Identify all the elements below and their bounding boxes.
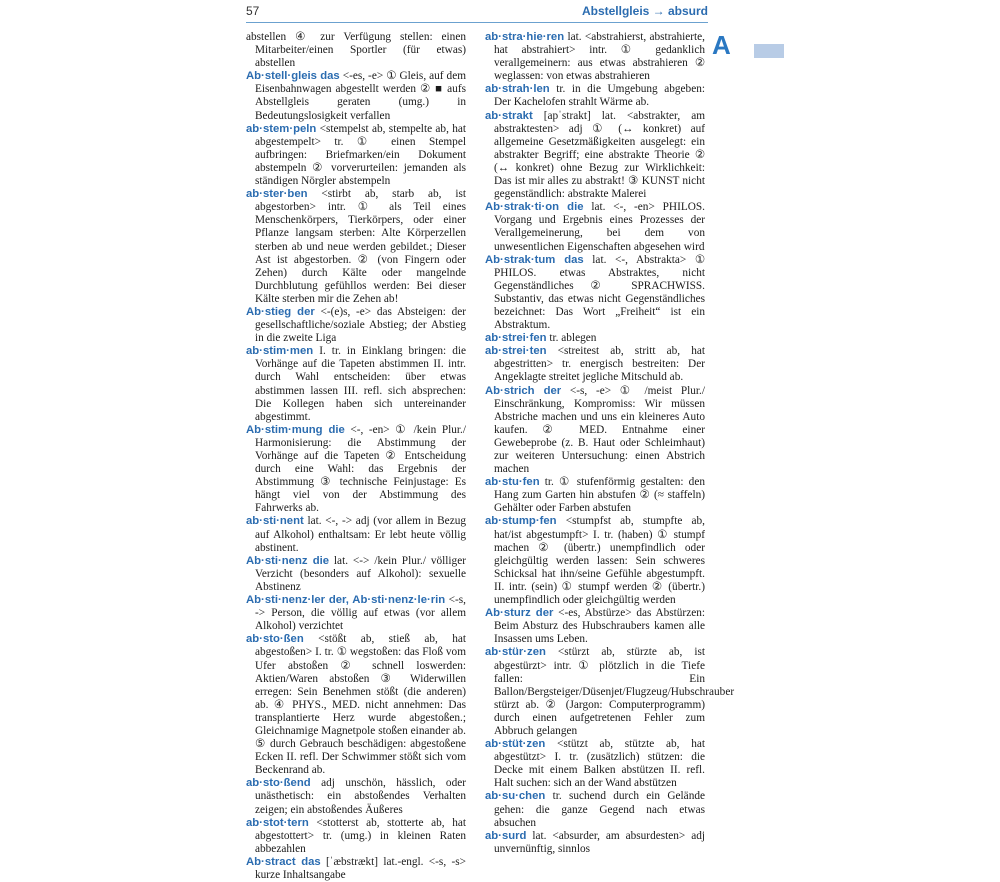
entry-body: <stumpfst ab, stumpfte ab, hat/ist abgestumpft> I. tr. (haben) ① stumpf machen ② (übertr.) unempfindlich oder gleichgültig werden lassen: Sein schweres Schicksal hat ihn/seine Gefühle abgestumpft. II. intr. (sein) ① stumpf werden ② (übertr.) unempfindlich oder gleichgültig werden xyxy=(494,515,705,607)
entry-body: <stürzt ab, stürzte ab, ist abgestürzt> intr. ① plötzlich in die Tiefe fallen: Ein Ballon/Bergsteiger/Düsenjet/Flugzeug/Hubschrauber stürzt ab. ② (Jargon: Computerprogramm) durch einen aufgetretenen Fehler zum Abbruch gelangen xyxy=(494,646,735,737)
headword: ab·stim·men xyxy=(246,345,314,358)
headword: Ab·stell·gleis das xyxy=(246,70,340,83)
header-rule xyxy=(246,22,708,23)
dictionary-entry xyxy=(246,306,466,345)
entry-body: lat. <-> /kein Plur./ völliger Verzicht (besonders auf Alkohol): sexuelle Abstinenz xyxy=(255,554,466,593)
headword: Ab·stim·mung die xyxy=(246,423,345,436)
headword: ab·stem·peln xyxy=(246,122,317,135)
headword: ab·stür·zen xyxy=(485,646,546,659)
entry-body: lat. <abstrahierst, abstrahierte, hat abstrahiert> intr. ① gedanklich verallgemeinern: aus etwas abstrahieren ② weglassen: von etwas abstrahieren xyxy=(494,31,706,83)
headword: ab·surd xyxy=(485,829,527,842)
letter-tab: A xyxy=(712,32,754,58)
entry-body: <stotterst ab, stotterte ab, hat abgestottert> tr. (umg.) in kleinen Raten abbezahlen xyxy=(255,816,467,855)
headword: Ab·strak·ti·on die xyxy=(485,201,584,214)
entry-body: <stirbt ab, starb ab, ist abgestorben> intr. ① als Teil eines Menschenkörpers, Tierkörpers, oder einer Pflanze langsam sterben: Alte Körperzellen sterben ab und neue werden gebildet.; Dieser Ast ist abgestorben. ② (von Fingern oder Zehen) durch Kälte oder mangelnde Durchblutung gefühllos werden: Bei dieser Kälte sterben mir die Zehen ab! xyxy=(255,188,466,305)
dictionary-entry xyxy=(485,332,705,345)
dictionary-entry xyxy=(485,646,735,738)
dictionary-entry xyxy=(485,345,705,384)
headword: ab·stump·fen xyxy=(485,515,557,528)
headword: ab·sti·nent xyxy=(246,515,304,528)
dictionary-entry xyxy=(485,738,705,790)
dictionary-entry xyxy=(485,31,705,83)
entry-body: tr. suchend durch ein Gelände gehen: die ganze Gegend nach etwas absuchen xyxy=(494,790,706,829)
headword: Ab·strak·tum das xyxy=(485,253,584,266)
right-column xyxy=(485,31,735,855)
dictionary-entry xyxy=(485,83,705,109)
dictionary-entry xyxy=(246,31,466,70)
headword: Ab·sti·nenz die xyxy=(246,554,330,567)
headword: ab·stu·fen xyxy=(485,476,540,489)
entry-body: <-s, -e> ① /meist Plur./ Einschränkung, Kompromiss: Wir müssen Abstriche machen und uns ein kleineres Auto kaufen. ② MED. Entnahme einer Gewebeprobe (z. B. Haut oder Schleimhaut) zur weiteren Untersuchung: einen Abstrich machen xyxy=(494,384,705,476)
dictionary-entry xyxy=(485,607,705,646)
entry-body: <stößt ab, stieß ab, hat abgestoßen> I. tr. ① wegstoßen: das Floß vom Ufer abstoßen ② schnell loswerden: Aktien/Waren abstoßen ③ Widerwillen erregen: Sein Benehmen stößt (die anderen) ab. ④ PHYS., MED. nicht annehmen: Das transplantierte Herz wurde abgestoßen.; Gleichnamige Magnetpole stoßen einander ab. ⑤ durch Gebrauch beschädigen: abgestoßene Ecken II. refl. Der Schwimmer stößt sich vom Beckenrand ab. xyxy=(255,633,466,777)
entry-body: tr. in die Umgebung abgeben: Der Kachelofen strahlt Wärme ab. xyxy=(494,83,706,109)
entry-body: <-(e)s, -e> das Absteigen: der gesellschaftliche/soziale Abstieg; der Abstieg in die zweite Liga xyxy=(255,305,467,345)
headword: Ab·stract das xyxy=(246,855,321,868)
dictionary-entry xyxy=(246,123,466,188)
headword: ab·strakt xyxy=(485,109,533,122)
entry-body: lat. <absurder, am absurdesten> adj unvernünftig, sinnlos xyxy=(494,829,705,855)
dictionary-entry xyxy=(246,188,466,306)
headword: Ab·strich der xyxy=(485,384,562,397)
entry-body: abstellen ④ zur Verfügung stellen: einen Mitarbeiter/einen Sportler (für etwas) abstellen xyxy=(246,31,466,70)
headword: Ab·sturz der xyxy=(485,607,554,620)
entry-body: adj unschön, hässlich, oder unästhetisch: ein abstoßendes Verhalten zeigen; ein abstoßendes Äußeres xyxy=(255,777,466,816)
entry-body: <stützt ab, stützte ab, hat abgestützt> I. tr. (zusätzlich) stützen: die Decke mit einem Balken abstützen II. refl. Halt suchen: sich an der Wand abstützen xyxy=(494,738,706,790)
headword: ab·su·chen xyxy=(485,790,546,803)
entry-body: <streitest ab, stritt ab, hat abgestritten> tr. energisch bestreiten: Der Angeklagte streitet jegliche Mitschuld ab. xyxy=(494,345,706,384)
headword: ab·strei·ten xyxy=(485,345,547,358)
dictionary-entry xyxy=(246,424,466,516)
entry-body: <stempelst ab, stempelte ab, hat abgestempelt> tr. ① einen Stempel aufbringen: Briefmarken/ein Dokument abstempeln ② vorverurteilen: jemanden als ständigen Nörgler abstempeln xyxy=(255,122,467,188)
dictionary-entry xyxy=(485,515,705,607)
dictionary-entry xyxy=(246,515,466,554)
dictionary-entry xyxy=(485,201,705,253)
dictionary-entry xyxy=(246,633,466,777)
page-number: 57 xyxy=(246,4,260,18)
headword: ab·sto·ßend xyxy=(246,777,311,790)
page-header xyxy=(246,2,708,24)
dictionary-entry xyxy=(485,830,705,856)
entry-body: I. tr. in Einklang bringen: die Vorhänge auf die Tapeten abstimmen II. intr. durch Wahl entscheiden: über etwas abstimmen lassen III. refl. sich absprechen: Die Kollegen haben sich untereinander abgestimmt. xyxy=(255,345,466,423)
entry-body: lat. <-, -en> PHILOS. Vorgang und Ergebnis eines Prozesses der Verallgemeinerung, bei dem von unwesentlichen Eigenschaften abgesehen wird xyxy=(494,201,706,253)
headword: ab·ster·ben xyxy=(246,188,308,201)
dictionary-entry xyxy=(246,555,466,594)
entry-body: lat. <-, Abstrakta> ① PHILOS. etwas Abstraktes, nicht Gegenständliches ② SPRACHWISS. Substantiv, das etwas nicht Gegenständliches bezeichnet: Das Wort „Freiheit“ ist ein Abstraktum. xyxy=(494,253,705,332)
left-column xyxy=(246,31,467,881)
entry-body: tr. ablegen xyxy=(549,332,597,345)
entry-body: lat. <-, -> adj (vor allem in Bezug auf Alkohol) enthaltsam: Er lebt heute völlig abstinent. xyxy=(255,515,466,554)
entry-body: <-es, Abstürze> das Abstürzen: Beim Absturz des Hubschraubers kamen alle Insassen ums Leben. xyxy=(494,607,706,646)
dictionary-entry xyxy=(246,817,466,856)
entry-body: <-s, -> Person, die völlig auf etwas (vor allem Alkohol) verzichtet xyxy=(255,594,466,633)
entry-body: tr. ① stufenförmig gestalten: den Hang zum Garten hin abstufen ② (≈ staffeln) Gehälter oder Farben abstufen xyxy=(494,476,705,515)
dictionary-entry xyxy=(246,856,466,882)
running-head: Abstellgleis → absurd xyxy=(581,4,708,18)
dictionary-entry xyxy=(485,385,705,477)
headword: ab·stra·hie·ren xyxy=(485,31,565,43)
dictionary-entry xyxy=(246,594,466,633)
headword: ab·stüt·zen xyxy=(485,738,546,751)
entry-body: <-, -en> ① /kein Plur./ Harmonisierung: die Abstimmung der Vorhänge auf die Tapeten ② Entscheidung durch eine Wahl: das Ergebnis der Abstimmung ③ technische Feinjustage: Es hängt viel von der Abstimmung des Fahrwerks ab. xyxy=(255,423,466,515)
headword: Ab·sti·nenz·ler der, Ab·sti·nenz·le·rin xyxy=(246,594,446,607)
headword: ab·stot·tern xyxy=(246,816,309,829)
dictionary-entry xyxy=(246,345,466,424)
dictionary-entry xyxy=(246,777,466,816)
entry-body: [ˈæbstrækt] lat.-engl. <-s, -s> kurze Inhaltsangabe xyxy=(255,855,466,881)
dictionary-entry xyxy=(485,790,705,829)
headword: Ab·stieg der xyxy=(246,305,315,318)
dictionary-entry xyxy=(485,110,705,202)
headword: ab·sto·ßen xyxy=(246,633,304,646)
headword: ab·strei·fen xyxy=(485,332,547,345)
dictionary-entry xyxy=(485,476,705,515)
dictionary-entry xyxy=(246,70,466,122)
entry-body: [apˈstrakt] lat. <abstrakter, am abstraktesten> adj ① (↔ konkret) auf allgemeine Gesetzmäßigkeiten ausgelegt: ein abstrakter Begriff; eine abstrakte Theorie ② (↔ konkret) ohne Bezug zur Wirklichkeit: Das ist mir alles zu abstrakt! ③ KUNST nicht gegenständlich: abstrakte Malerei xyxy=(494,109,706,201)
dictionary-entry xyxy=(485,254,705,333)
headword: ab·strah·len xyxy=(485,83,550,96)
entry-body: <-es, -e> ① Gleis, auf dem Eisenbahnwagen abgestellt werden ② ■ aufs Abstellgleis geraten (umg.) in Bedeutungslosigkeit verfallen xyxy=(255,70,466,122)
